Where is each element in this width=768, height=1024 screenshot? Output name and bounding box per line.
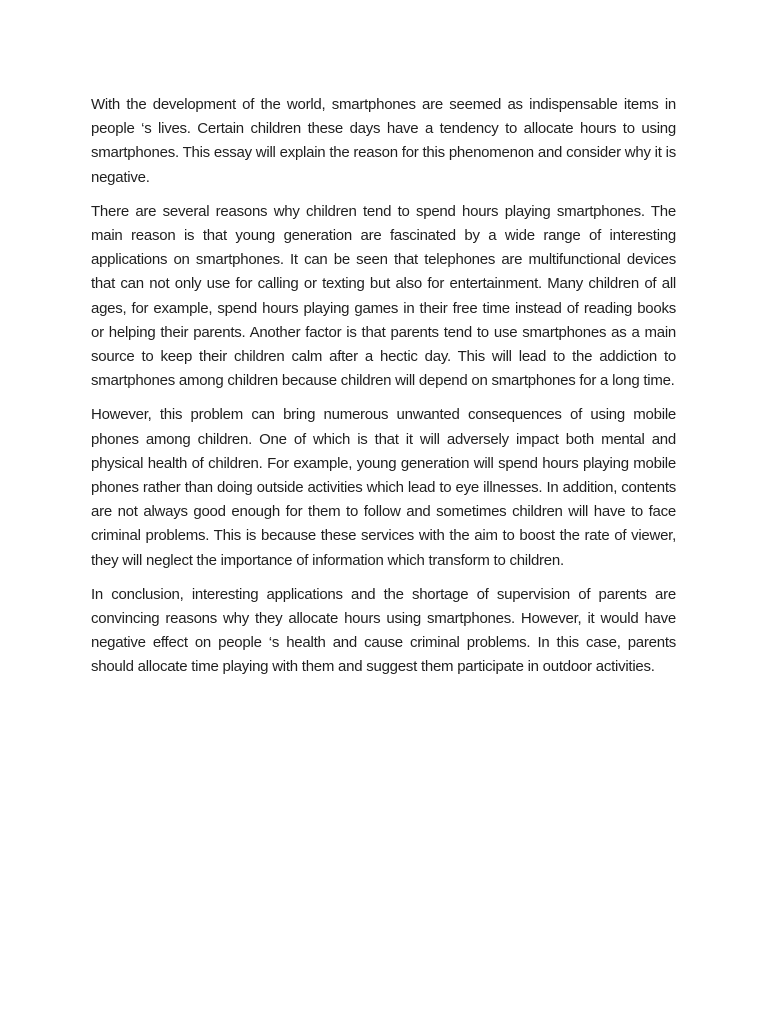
essay-body [91,93,676,680]
paragraph-consequences: However, this problem can bring numerous unwanted consequences of using mobile phones among children. One of which is that it will adversely impact both mental and physical health of children. For example, young generation will spend hours playing mobile phones rather than doing outside activities which lead to eye illnesses. In addition, contents are not always good enough for them to follow and sometimes children will have to face criminal problems. This is because these services with the aim to boost the rate of viewer, they will neglect the importance of information which transform to children. [91,406,676,569]
paragraph-conclusion: In conclusion, interesting applications and the shortage of supervision of parents are convincing reasons why they allocate hours using smartphones. However, it would have negative effect on people ‘s health and cause criminal problems. In this case, parents should allocate time playing with them and suggest them participate in outdoor activities. [91,585,676,676]
paragraph-reasons: There are several reasons why children tend to spend hours playing smartphones. The main reason is that young generation are fascinated by a wide range of interesting applications on smartphones. It can be seen that telephones are multifunctional devices that can not only use for calling or texting but also for entertainment. Many children of all ages, for example, spend hours playing games in their free time instead of reading books or helping their parents. Another factor is that parents tend to use smartphones as a main source to keep their children calm after a hectic day. This will lead to the addiction to smartphones among children because children will depend on smartphones for a long time. [91,202,676,390]
paragraph-introduction: With the development of the world, smartphones are seemed as indispensable items in people ‘s lives. Certain children these days have a tendency to allocate hours to using smartphones. This essay will explain the reason for this phenomenon and consider why it is negative. [91,96,676,186]
